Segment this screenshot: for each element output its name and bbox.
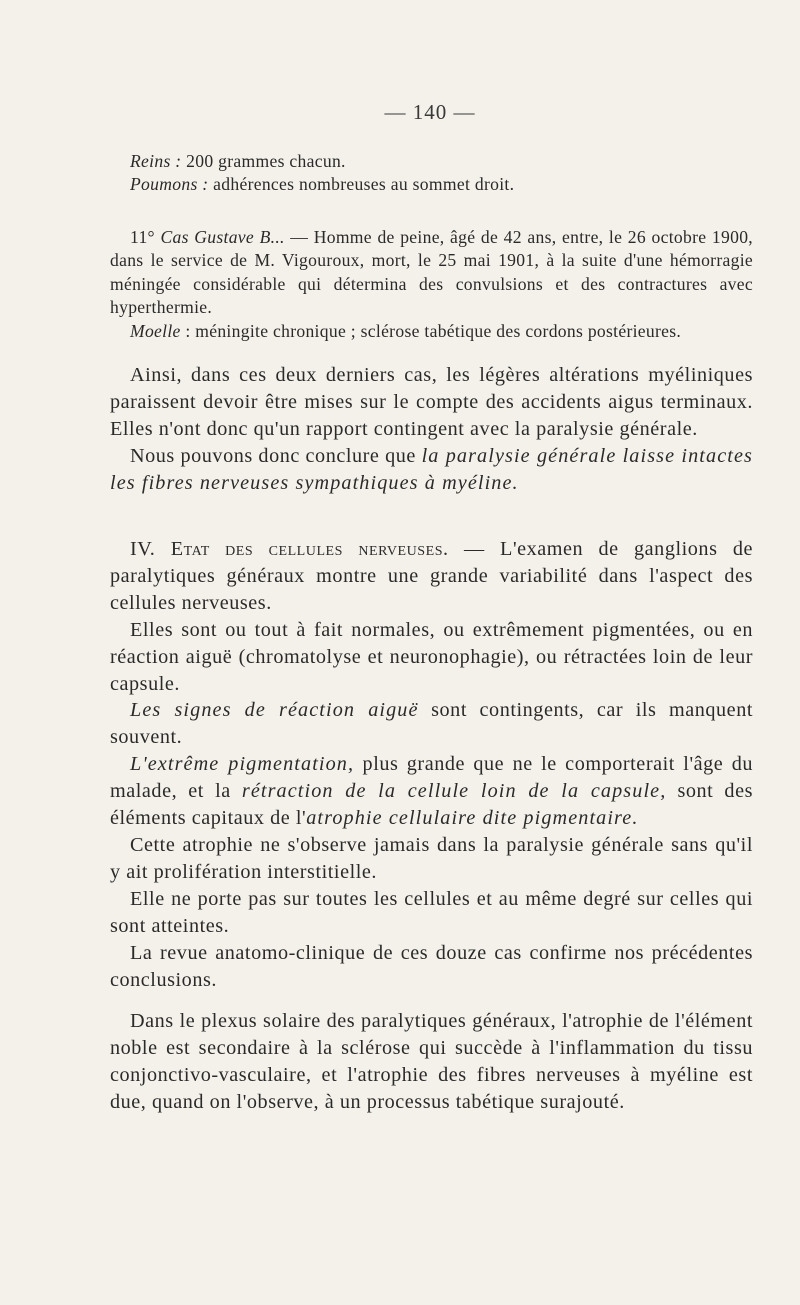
section-iv-number: IV. — [130, 538, 171, 560]
final-conclusion-text: Dans le plexus solaire des paralytiques généraux, l'atrophie de l'élément noble est secondaire à la sclérose qui succède à l'inflammation du tissu conjonctivo-vasculaire, et l'atrophie des fibres nerveuses à myéline est due, quand on l'observe, à un processus tabétique surajouté. — [110, 1010, 753, 1113]
reins-line — [110, 150, 753, 173]
page-number: — 140 — — [384, 100, 476, 124]
section-iv-p3 — [110, 697, 753, 751]
p4-mid: plus grande que ne le comporterait l'âge du malade, et la — [110, 753, 753, 803]
p4-italic3: atrophie cellulaire dite pigmentaire. — [306, 807, 639, 830]
moelle-text: : méningite chronique ; sclérose tabétique des cordons postérieures. — [180, 320, 682, 341]
conclusion-paragraph — [110, 443, 753, 497]
p4-italic2: rétraction de la cellule loin de la capsule, — [241, 780, 667, 803]
final-conclusion — [110, 1008, 753, 1116]
section-iv-p2: Elles sont ou tout à fait normales, ou extrêmement pigmentées, ou en réaction aiguë (chromatolyse et neuronophagie), ou rétractées loin de leur capsule. — [110, 618, 753, 695]
ainsi-paragraph: Ainsi, dans ces deux derniers cas, les légères altérations myéliniques paraissent devoir être mises sur le compte des accidents aigus terminaux. Elles n'ont donc qu'un rapport contingent avec la paralysie générale. — [110, 364, 753, 440]
section-iv-heading: Etat des cellules nerveuses. — [170, 538, 449, 560]
section-ainsi — [110, 362, 753, 497]
section-iv-intro-text: — L'examen de ganglions de paralytiques généraux montre une grande variabilité dans l'aspect des cellules nerveuses. — [110, 538, 753, 614]
moelle-line — [110, 320, 753, 343]
p4-italic: L'extrême pigmentation, — [130, 753, 355, 776]
conclusion-italic: la paralysie générale laisse intactes les fibres nerveuses sympathiques à myéline. — [110, 444, 753, 494]
section-iv — [110, 536, 753, 993]
case-11-title: Cas Gustave B... — [160, 227, 285, 247]
case-11-number: 11° — [130, 227, 161, 247]
poumons-text: adhérences nombreuses au sommet droit. — [208, 174, 515, 195]
autopsy-notes — [110, 150, 753, 197]
case-11 — [110, 226, 753, 343]
conclusion-start: Nous pouvons donc conclure que — [130, 444, 422, 467]
section-iv-p6: Elle ne porte pas sur toutes les cellules et au même degré sur celles qui sont atteintes. — [110, 887, 753, 937]
reins-label: Reins : — [130, 151, 182, 171]
p3-rest: sont contingents, car ils manquent souvent. — [110, 699, 753, 749]
reins-text: 200 grammes chacun. — [181, 151, 346, 171]
section-iv-p7: La revue anatomo-clinique de ces douze cas confirme nos précédentes conclusions. — [110, 941, 753, 991]
section-iv-intro — [110, 536, 753, 617]
case-11-paragraph — [110, 226, 753, 320]
p3-italic: Les signes de réaction aiguë — [130, 699, 419, 722]
poumons-label: Poumons : — [130, 174, 209, 195]
moelle-label: Moelle — [130, 320, 181, 341]
case-11-text: — Homme de peine, âgé de 42 ans, entre, le 26 octobre 1900, dans le service de M. Vigouroux, mort, le 25 mai 1901, à la suite d'une hémorragie méningée considérable qui détermina des convulsions et des contractures avec hyperthermie. — [110, 227, 754, 318]
poumons-line — [110, 173, 753, 196]
section-iv-p5: Cette atrophie ne s'observe jamais dans la paralysie générale sans qu'il y ait prolifération interstitielle. — [110, 833, 753, 883]
p4-mid2: sont des éléments capitaux de l' — [110, 780, 753, 830]
section-iv-p4 — [110, 751, 753, 832]
